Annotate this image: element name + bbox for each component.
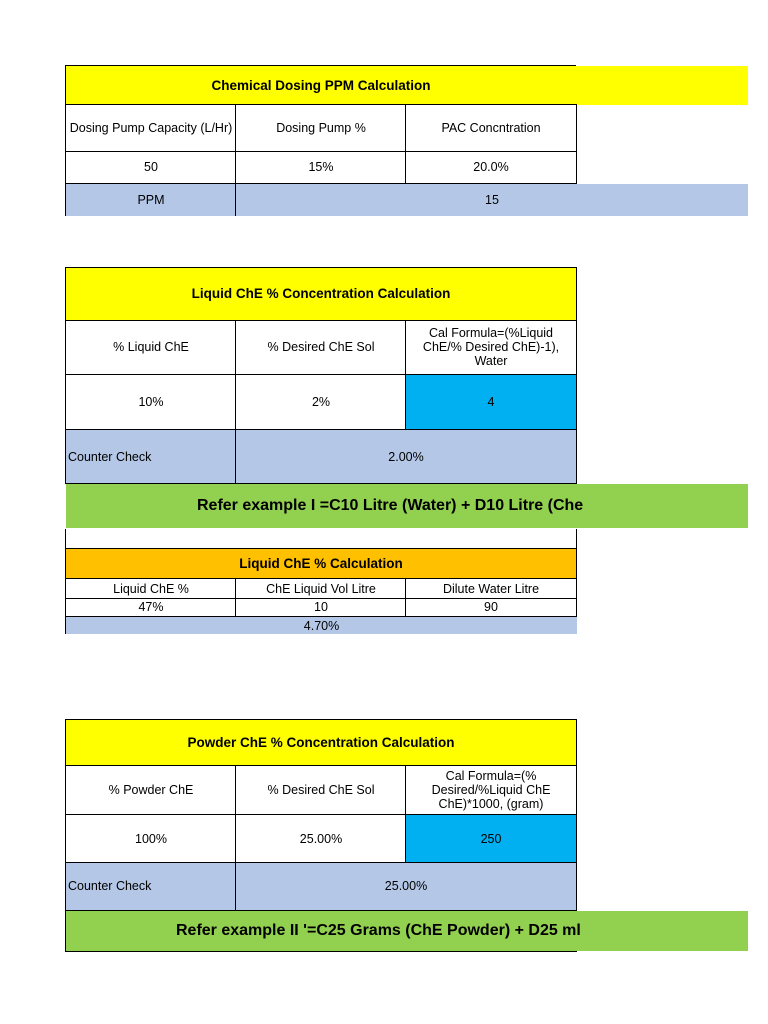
powder-conc-example: Refer example II '=C25 Grams (ChE Powder) + D25 ml <box>66 911 748 951</box>
powder-conc-value-grams: 250 <box>406 815 576 862</box>
ppm-header-pump-percent: Dosing Pump % <box>276 121 366 135</box>
grid-line <box>65 65 66 216</box>
grid-line <box>576 267 577 483</box>
liquid-pct-title: Liquid ChE % Calculation <box>66 549 576 578</box>
ppm-value-pump-percent: 15% <box>308 160 334 174</box>
grid-line <box>405 320 406 429</box>
grid-line <box>65 862 577 863</box>
liquid-conc-header-formula: Cal Formula=(%Liquid ChE/% Desired ChE)-1), Water <box>422 326 560 368</box>
grid-line <box>65 578 577 579</box>
powder-conc-value-powder: 100% <box>135 831 167 846</box>
grid-line <box>65 598 577 599</box>
powder-conc-check-value: 25.00% <box>236 862 576 910</box>
grid-line <box>65 151 577 152</box>
liquid-conc-example: Refer example I =C10 Litre (Water) + D10 Litre (Che <box>66 484 748 528</box>
liquid-conc-check-value: 2.00% <box>236 430 576 483</box>
grid-line <box>235 320 236 483</box>
ppm-result-label: PPM <box>66 184 236 216</box>
grid-line <box>235 104 236 216</box>
grid-line <box>65 548 577 549</box>
grid-line <box>65 616 577 617</box>
liquid-conc-value-desired: 2% <box>311 395 331 409</box>
grid-line <box>235 765 236 911</box>
grid-line <box>405 578 406 617</box>
grid-line <box>65 429 577 430</box>
grid-line <box>576 719 577 911</box>
liquid-conc-header-liquid: % Liquid ChE <box>113 340 189 354</box>
grid-line <box>576 104 577 184</box>
powder-conc-value-desired: 25.00% <box>299 831 343 846</box>
liquid-pct-value-volume: 10 <box>314 600 328 614</box>
liquid-pct-result: 4.70% <box>66 617 577 634</box>
liquid-pct-header-water: Dilute Water Litre <box>442 581 540 596</box>
grid-line <box>65 951 577 952</box>
liquid-pct-value-water: 90 <box>484 600 498 614</box>
grid-line <box>65 719 577 720</box>
liquid-pct-header-percent: Liquid ChE % <box>113 581 189 596</box>
grid-line <box>65 719 66 952</box>
grid-line <box>65 65 576 66</box>
grid-line <box>65 267 66 483</box>
powder-conc-check-label: Counter Check <box>66 862 236 910</box>
grid-line <box>65 765 577 766</box>
grid-line <box>65 814 577 815</box>
ppm-result-value: 15 <box>236 184 748 216</box>
grid-line <box>65 483 577 484</box>
ppm-title: Chemical Dosing PPM Calculation <box>66 66 748 105</box>
liquid-pct-value-percent: 47% <box>138 600 164 614</box>
grid-line <box>65 320 577 321</box>
powder-conc-header-powder: % Powder ChE <box>108 783 194 797</box>
grid-line <box>65 548 66 634</box>
ppm-value-pump-capacity: 50 <box>144 160 158 174</box>
liquid-conc-header-desired: % Desired ChE Sol <box>267 340 375 354</box>
grid-line <box>65 183 577 184</box>
ppm-header-pump-capacity: Dosing Pump Capacity (L/Hr) <box>69 121 233 135</box>
liquid-conc-value-liquid: 10% <box>138 395 164 409</box>
grid-line <box>65 267 577 268</box>
grid-line <box>65 529 66 548</box>
liquid-conc-check-label: Counter Check <box>66 430 236 483</box>
ppm-header-pac-concentration: PAC Concntration <box>441 121 541 135</box>
grid-line <box>65 910 577 911</box>
grid-line <box>65 104 577 105</box>
grid-line <box>65 374 577 375</box>
ppm-value-pac-concentration: 20.0% <box>473 160 509 174</box>
grid-line <box>405 104 406 184</box>
grid-line <box>576 529 577 548</box>
powder-conc-header-desired: % Desired ChE Sol <box>267 783 375 797</box>
grid-line <box>235 578 236 617</box>
grid-line <box>576 548 577 617</box>
powder-conc-header-formula: Cal Formula=(% Desired/%Liquid ChE ChE)*1000, (gram) <box>431 769 551 811</box>
powder-conc-title: Powder ChE % Concentration Calculation <box>66 720 576 765</box>
grid-line <box>405 765 406 862</box>
liquid-pct-header-volume: ChE Liquid Vol Litre <box>266 581 376 596</box>
liquid-conc-title: Liquid ChE % Concentration Calculation <box>66 268 576 320</box>
liquid-conc-value-water: 4 <box>406 375 576 429</box>
